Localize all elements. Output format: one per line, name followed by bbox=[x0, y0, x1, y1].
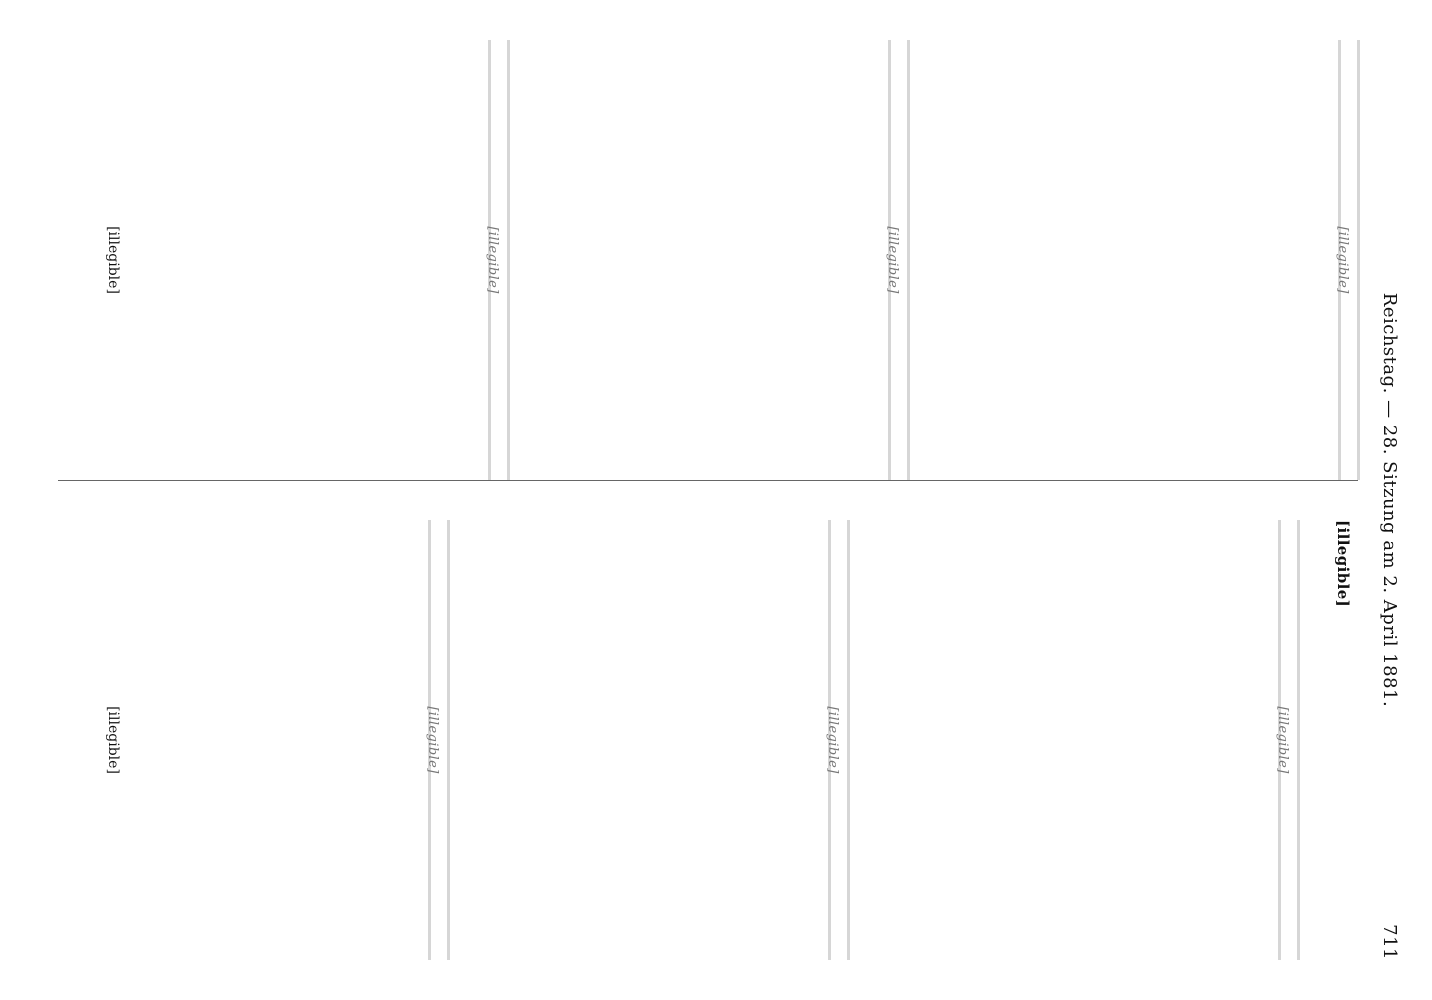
left-text-block-3: [illegible] bbox=[483, 40, 502, 480]
right-column bbox=[42, 520, 1362, 960]
left-text-block-1: [illegible] bbox=[1333, 40, 1352, 480]
running-head bbox=[1379, 40, 1400, 960]
page-number: 711 bbox=[1379, 924, 1400, 960]
text-columns bbox=[42, 40, 1362, 960]
right-column-heading: [illegible] bbox=[1334, 520, 1352, 608]
right-text-block-2: [illegible] bbox=[823, 520, 842, 960]
left-text-block-2: [illegible] bbox=[883, 40, 902, 480]
right-column-note: [illegible] bbox=[105, 706, 121, 774]
right-text-block-3: [illegible] bbox=[423, 520, 442, 960]
running-head-title: Reichstag. — 28. Sitzung am 2. April 1881. bbox=[1379, 292, 1400, 708]
right-text-block-1: [illegible] bbox=[1273, 520, 1292, 960]
left-column-note: [illegible] bbox=[105, 226, 121, 294]
left-column bbox=[42, 40, 1362, 480]
